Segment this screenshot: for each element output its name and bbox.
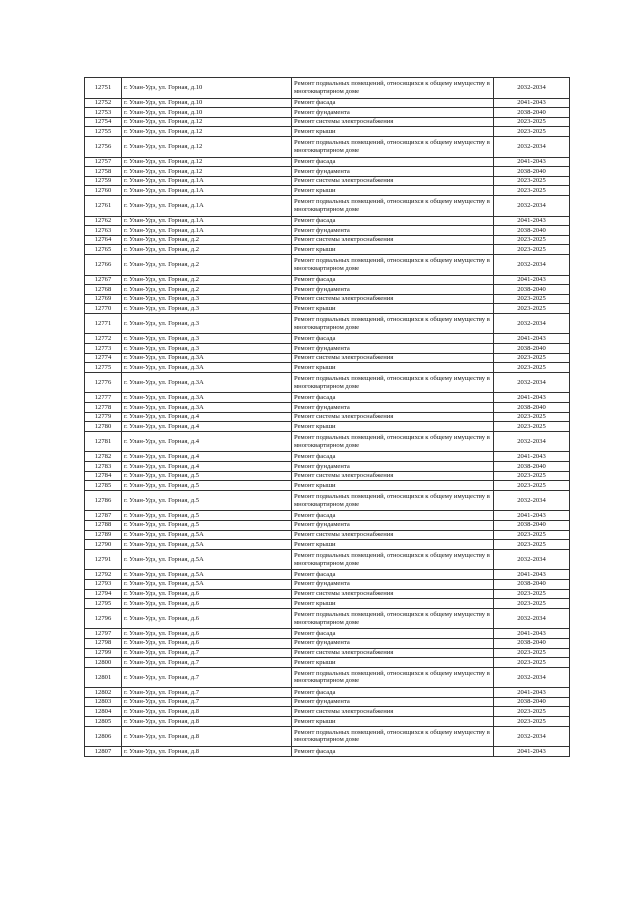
address-cell: г. Улан-Удэ, ул. Горная, д.6: [122, 599, 292, 609]
address-cell: г. Улан-Удэ, ул. Горная, д.1А: [122, 216, 292, 226]
work-type-cell: Ремонт крыши: [292, 245, 494, 255]
table-row: [85, 108, 570, 118]
row-number: 12751: [85, 78, 122, 99]
table-row: [85, 275, 570, 285]
work-type-cell: Ремонт подвальных помещений, относящихся к общему имуществу в многоквартирном доме: [292, 78, 494, 99]
work-type-cell: Ремонт фундамента: [292, 226, 494, 236]
work-type-cell: Ремонт подвальных помещений, относящихся к общему имуществу в многоквартирном доме: [292, 431, 494, 452]
address-cell: г. Улан-Удэ, ул. Горная, д.2: [122, 275, 292, 285]
table-row: [85, 530, 570, 540]
row-number: 12779: [85, 412, 122, 422]
period-cell: 2023-2025: [494, 481, 570, 491]
row-number: 12789: [85, 530, 122, 540]
row-number: 12773: [85, 344, 122, 354]
work-type-cell: Ремонт фундамента: [292, 167, 494, 177]
address-cell: г. Улан-Удэ, ул. Горная, д.7: [122, 667, 292, 688]
row-number: 12778: [85, 403, 122, 413]
period-cell: 2023-2025: [494, 412, 570, 422]
row-number: 12793: [85, 579, 122, 589]
table-row: [85, 688, 570, 698]
table-row: [85, 648, 570, 658]
row-number: 12774: [85, 353, 122, 363]
address-cell: г. Улан-Удэ, ул. Горная, д.10: [122, 108, 292, 118]
table-row: [85, 313, 570, 334]
period-cell: 2038-2040: [494, 226, 570, 236]
address-cell: г. Улан-Удэ, ул. Горная, д.12: [122, 117, 292, 127]
address-cell: г. Улан-Удэ, ул. Горная, д.5: [122, 520, 292, 530]
period-cell: 2023-2025: [494, 245, 570, 255]
period-cell: 2041-2043: [494, 570, 570, 580]
table-row: [85, 452, 570, 462]
table-row: [85, 195, 570, 216]
address-cell: г. Улан-Удэ, ул. Горная, д.2: [122, 245, 292, 255]
period-cell: 2023-2025: [494, 176, 570, 186]
row-number: 12783: [85, 462, 122, 472]
work-type-cell: Ремонт фасада: [292, 570, 494, 580]
work-type-cell: Ремонт крыши: [292, 304, 494, 314]
period-cell: 2023-2025: [494, 186, 570, 196]
work-type-cell: Ремонт фундамента: [292, 108, 494, 118]
period-cell: 2023-2025: [494, 235, 570, 245]
work-type-cell: Ремонт системы электроснабжения: [292, 530, 494, 540]
table-row: [85, 167, 570, 177]
address-cell: г. Улан-Удэ, ул. Горная, д.5А: [122, 570, 292, 580]
address-cell: г. Улан-Удэ, ул. Горная, д.7: [122, 648, 292, 658]
work-type-cell: Ремонт крыши: [292, 599, 494, 609]
table-row: [85, 422, 570, 432]
row-number: 12804: [85, 707, 122, 717]
period-cell: 2038-2040: [494, 344, 570, 354]
address-cell: г. Улан-Удэ, ул. Горная, д.2: [122, 285, 292, 295]
work-type-cell: Ремонт системы электроснабжения: [292, 117, 494, 127]
row-number: 12767: [85, 275, 122, 285]
table-row: [85, 747, 570, 757]
address-cell: г. Улан-Удэ, ул. Горная, д.5: [122, 511, 292, 521]
period-cell: 2023-2025: [494, 599, 570, 609]
address-cell: г. Улан-Удэ, ул. Горная, д.8: [122, 747, 292, 757]
work-type-cell: Ремонт системы электроснабжения: [292, 294, 494, 304]
row-number: 12792: [85, 570, 122, 580]
table-row: [85, 393, 570, 403]
table-row: [85, 431, 570, 452]
period-cell: 2023-2025: [494, 363, 570, 373]
row-number: 12762: [85, 216, 122, 226]
row-number: 12770: [85, 304, 122, 314]
work-type-cell: Ремонт фасада: [292, 629, 494, 639]
table-row: [85, 707, 570, 717]
row-number: 12753: [85, 108, 122, 118]
row-number: 12755: [85, 127, 122, 137]
period-cell: 2023-2025: [494, 589, 570, 599]
period-cell: 2041-2043: [494, 275, 570, 285]
address-cell: г. Улан-Удэ, ул. Горная, д.3: [122, 344, 292, 354]
table-row: [85, 726, 570, 747]
address-cell: г. Улан-Удэ, ул. Горная, д.10: [122, 78, 292, 99]
repair-schedule-table: [84, 77, 570, 757]
work-type-cell: Ремонт подвальных помещений, относящихся к общему имуществу в многоквартирном доме: [292, 726, 494, 747]
work-type-cell: Ремонт фундамента: [292, 462, 494, 472]
row-number: 12768: [85, 285, 122, 295]
work-type-cell: Ремонт фасада: [292, 216, 494, 226]
row-number: 12781: [85, 431, 122, 452]
period-cell: 2023-2025: [494, 294, 570, 304]
address-cell: г. Улан-Удэ, ул. Горная, д.5А: [122, 530, 292, 540]
address-cell: г. Улан-Удэ, ул. Горная, д.3А: [122, 363, 292, 373]
row-number: 12796: [85, 608, 122, 629]
row-number: 12794: [85, 589, 122, 599]
period-cell: 2023-2025: [494, 117, 570, 127]
row-number: 12752: [85, 98, 122, 108]
table-row: [85, 176, 570, 186]
period-cell: 2038-2040: [494, 167, 570, 177]
row-number: 12759: [85, 176, 122, 186]
address-cell: г. Улан-Удэ, ул. Горная, д.10: [122, 98, 292, 108]
row-number: 12765: [85, 245, 122, 255]
table-row: [85, 363, 570, 373]
work-type-cell: Ремонт фундамента: [292, 344, 494, 354]
table-row: [85, 353, 570, 363]
period-cell: 2038-2040: [494, 697, 570, 707]
period-cell: 2041-2043: [494, 747, 570, 757]
table-row: [85, 589, 570, 599]
table-row: [85, 717, 570, 727]
address-cell: г. Улан-Удэ, ул. Горная, д.12: [122, 167, 292, 177]
period-cell: 2023-2025: [494, 304, 570, 314]
address-cell: г. Улан-Удэ, ул. Горная, д.6: [122, 629, 292, 639]
period-cell: 2032-2034: [494, 726, 570, 747]
work-type-cell: Ремонт фундамента: [292, 638, 494, 648]
table-row: [85, 490, 570, 511]
work-type-cell: Ремонт фасада: [292, 157, 494, 167]
table-row: [85, 226, 570, 236]
work-type-cell: Ремонт фундамента: [292, 579, 494, 589]
table-row: [85, 186, 570, 196]
period-cell: 2041-2043: [494, 98, 570, 108]
work-type-cell: Ремонт системы электроснабжения: [292, 707, 494, 717]
work-type-cell: Ремонт подвальных помещений, относящихся к общему имуществу в многоквартирном доме: [292, 490, 494, 511]
table-row: [85, 481, 570, 491]
row-number: 12798: [85, 638, 122, 648]
work-type-cell: Ремонт крыши: [292, 422, 494, 432]
period-cell: 2032-2034: [494, 372, 570, 393]
period-cell: 2041-2043: [494, 216, 570, 226]
table-row: [85, 412, 570, 422]
row-number: 12788: [85, 520, 122, 530]
address-cell: г. Улан-Удэ, ул. Горная, д.3А: [122, 353, 292, 363]
work-type-cell: Ремонт крыши: [292, 540, 494, 550]
work-type-cell: Ремонт фундамента: [292, 403, 494, 413]
address-cell: г. Улан-Удэ, ул. Горная, д.3: [122, 334, 292, 344]
row-number: 12786: [85, 490, 122, 511]
period-cell: 2041-2043: [494, 334, 570, 344]
row-number: 12756: [85, 136, 122, 157]
period-cell: 2032-2034: [494, 313, 570, 334]
address-cell: г. Улан-Удэ, ул. Горная, д.3: [122, 313, 292, 334]
address-cell: г. Улан-Удэ, ул. Горная, д.6: [122, 589, 292, 599]
period-cell: 2023-2025: [494, 658, 570, 668]
work-type-cell: Ремонт крыши: [292, 658, 494, 668]
row-number: 12803: [85, 697, 122, 707]
work-type-cell: Ремонт крыши: [292, 481, 494, 491]
address-cell: г. Улан-Удэ, ул. Горная, д.3А: [122, 393, 292, 403]
address-cell: г. Улан-Удэ, ул. Горная, д.7: [122, 688, 292, 698]
row-number: 12791: [85, 549, 122, 570]
table-row: [85, 157, 570, 167]
work-type-cell: Ремонт фасада: [292, 393, 494, 403]
address-cell: г. Улан-Удэ, ул. Горная, д.4: [122, 431, 292, 452]
address-cell: г. Улан-Удэ, ул. Горная, д.12: [122, 127, 292, 137]
period-cell: 2041-2043: [494, 688, 570, 698]
row-number: 12800: [85, 658, 122, 668]
period-cell: 2038-2040: [494, 285, 570, 295]
row-number: 12777: [85, 393, 122, 403]
table-body: [85, 78, 570, 757]
address-cell: г. Улан-Удэ, ул. Горная, д.4: [122, 412, 292, 422]
table-row: [85, 372, 570, 393]
work-type-cell: Ремонт фасада: [292, 452, 494, 462]
table-row: [85, 285, 570, 295]
work-type-cell: Ремонт подвальных помещений, относящихся к общему имуществу в многоквартирном доме: [292, 372, 494, 393]
period-cell: 2032-2034: [494, 549, 570, 570]
address-cell: г. Улан-Удэ, ул. Горная, д.3: [122, 294, 292, 304]
address-cell: г. Улан-Удэ, ул. Горная, д.12: [122, 136, 292, 157]
table-row: [85, 549, 570, 570]
row-number: 12775: [85, 363, 122, 373]
row-number: 12764: [85, 235, 122, 245]
work-type-cell: Ремонт крыши: [292, 717, 494, 727]
row-number: 12776: [85, 372, 122, 393]
period-cell: 2038-2040: [494, 462, 570, 472]
work-type-cell: Ремонт системы электроснабжения: [292, 235, 494, 245]
table-row: [85, 294, 570, 304]
table-row: [85, 629, 570, 639]
row-number: 12771: [85, 313, 122, 334]
row-number: 12772: [85, 334, 122, 344]
table-row: [85, 254, 570, 275]
row-number: 12805: [85, 717, 122, 727]
table-row: [85, 403, 570, 413]
row-number: 12797: [85, 629, 122, 639]
table-row: [85, 462, 570, 472]
table-row: [85, 540, 570, 550]
table-row: [85, 216, 570, 226]
period-cell: 2041-2043: [494, 393, 570, 403]
period-cell: 2023-2025: [494, 707, 570, 717]
row-number: 12766: [85, 254, 122, 275]
row-number: 12802: [85, 688, 122, 698]
address-cell: г. Улан-Удэ, ул. Горная, д.1А: [122, 186, 292, 196]
work-type-cell: Ремонт крыши: [292, 127, 494, 137]
table-row: [85, 579, 570, 589]
row-number: 12790: [85, 540, 122, 550]
table-row: [85, 511, 570, 521]
period-cell: 2032-2034: [494, 667, 570, 688]
address-cell: г. Улан-Удэ, ул. Горная, д.6: [122, 638, 292, 648]
period-cell: 2041-2043: [494, 629, 570, 639]
address-cell: г. Улан-Удэ, ул. Горная, д.3: [122, 304, 292, 314]
period-cell: 2032-2034: [494, 431, 570, 452]
address-cell: г. Улан-Удэ, ул. Горная, д.2: [122, 235, 292, 245]
address-cell: г. Улан-Удэ, ул. Горная, д.6: [122, 608, 292, 629]
period-cell: 2023-2025: [494, 648, 570, 658]
period-cell: 2038-2040: [494, 638, 570, 648]
work-type-cell: Ремонт системы электроснабжения: [292, 176, 494, 186]
table-row: [85, 304, 570, 314]
period-cell: 2041-2043: [494, 157, 570, 167]
address-cell: г. Улан-Удэ, ул. Горная, д.4: [122, 452, 292, 462]
table-row: [85, 136, 570, 157]
row-number: 12799: [85, 648, 122, 658]
table-row: [85, 599, 570, 609]
row-number: 12785: [85, 481, 122, 491]
address-cell: г. Улан-Удэ, ул. Горная, д.5: [122, 481, 292, 491]
period-cell: 2038-2040: [494, 520, 570, 530]
table-row: [85, 78, 570, 99]
row-number: 12795: [85, 599, 122, 609]
row-number: 12807: [85, 747, 122, 757]
table-row: [85, 98, 570, 108]
work-type-cell: Ремонт фасада: [292, 688, 494, 698]
address-cell: г. Улан-Удэ, ул. Горная, д.8: [122, 707, 292, 717]
row-number: 12782: [85, 452, 122, 462]
work-type-cell: Ремонт фундамента: [292, 285, 494, 295]
table-row: [85, 697, 570, 707]
row-number: 12780: [85, 422, 122, 432]
period-cell: 2038-2040: [494, 403, 570, 413]
work-type-cell: Ремонт фасада: [292, 511, 494, 521]
period-cell: 2041-2043: [494, 452, 570, 462]
table-row: [85, 117, 570, 127]
address-cell: г. Улан-Удэ, ул. Горная, д.3А: [122, 372, 292, 393]
table-row: [85, 570, 570, 580]
address-cell: г. Улан-Удэ, ул. Горная, д.5: [122, 490, 292, 511]
row-number: 12763: [85, 226, 122, 236]
period-cell: 2032-2034: [494, 136, 570, 157]
work-type-cell: Ремонт системы электроснабжения: [292, 412, 494, 422]
row-number: 12760: [85, 186, 122, 196]
address-cell: г. Улан-Удэ, ул. Горная, д.4: [122, 462, 292, 472]
table-row: [85, 235, 570, 245]
work-type-cell: Ремонт подвальных помещений, относящихся к общему имуществу в многоквартирном доме: [292, 254, 494, 275]
work-type-cell: Ремонт системы электроснабжения: [292, 648, 494, 658]
period-cell: 2023-2025: [494, 471, 570, 481]
address-cell: г. Улан-Удэ, ул. Горная, д.7: [122, 658, 292, 668]
work-type-cell: Ремонт подвальных помещений, относящихся к общему имуществу в многоквартирном доме: [292, 313, 494, 334]
work-type-cell: Ремонт фундамента: [292, 697, 494, 707]
period-cell: 2023-2025: [494, 127, 570, 137]
table-row: [85, 334, 570, 344]
period-cell: 2023-2025: [494, 422, 570, 432]
address-cell: г. Улан-Удэ, ул. Горная, д.8: [122, 717, 292, 727]
period-cell: 2032-2034: [494, 78, 570, 99]
row-number: 12769: [85, 294, 122, 304]
table-row: [85, 520, 570, 530]
work-type-cell: Ремонт фасада: [292, 275, 494, 285]
table-row: [85, 638, 570, 648]
table-row: [85, 245, 570, 255]
period-cell: 2032-2034: [494, 608, 570, 629]
work-type-cell: Ремонт крыши: [292, 186, 494, 196]
work-type-cell: Ремонт системы электроснабжения: [292, 471, 494, 481]
period-cell: 2041-2043: [494, 511, 570, 521]
work-type-cell: Ремонт подвальных помещений, относящихся к общему имуществу в многоквартирном доме: [292, 136, 494, 157]
work-type-cell: Ремонт подвальных помещений, относящихся к общему имуществу в многоквартирном доме: [292, 549, 494, 570]
period-cell: 2023-2025: [494, 717, 570, 727]
address-cell: г. Улан-Удэ, ул. Горная, д.1А: [122, 176, 292, 186]
address-cell: г. Улан-Удэ, ул. Горная, д.5А: [122, 540, 292, 550]
table-row: [85, 344, 570, 354]
table-row: [85, 471, 570, 481]
row-number: 12784: [85, 471, 122, 481]
row-number: 12757: [85, 157, 122, 167]
period-cell: 2023-2025: [494, 530, 570, 540]
period-cell: 2032-2034: [494, 254, 570, 275]
row-number: 12754: [85, 117, 122, 127]
address-cell: г. Улан-Удэ, ул. Горная, д.3А: [122, 403, 292, 413]
address-cell: г. Улан-Удэ, ул. Горная, д.1А: [122, 226, 292, 236]
period-cell: 2023-2025: [494, 353, 570, 363]
table-row: [85, 608, 570, 629]
work-type-cell: Ремонт системы электроснабжения: [292, 589, 494, 599]
address-cell: г. Улан-Удэ, ул. Горная, д.2: [122, 254, 292, 275]
work-type-cell: Ремонт подвальных помещений, относящихся к общему имуществу в многоквартирном доме: [292, 608, 494, 629]
table-row: [85, 667, 570, 688]
work-type-cell: Ремонт фасада: [292, 98, 494, 108]
address-cell: г. Улан-Удэ, ул. Горная, д.1А: [122, 195, 292, 216]
work-type-cell: Ремонт системы электроснабжения: [292, 353, 494, 363]
period-cell: 2038-2040: [494, 579, 570, 589]
row-number: 12801: [85, 667, 122, 688]
work-type-cell: Ремонт фасада: [292, 747, 494, 757]
address-cell: г. Улан-Удэ, ул. Горная, д.5А: [122, 549, 292, 570]
period-cell: 2032-2034: [494, 490, 570, 511]
address-cell: г. Улан-Удэ, ул. Горная, д.8: [122, 726, 292, 747]
row-number: 12806: [85, 726, 122, 747]
address-cell: г. Улан-Удэ, ул. Горная, д.4: [122, 422, 292, 432]
table-row: [85, 658, 570, 668]
address-cell: г. Улан-Удэ, ул. Горная, д.5А: [122, 579, 292, 589]
work-type-cell: Ремонт фасада: [292, 334, 494, 344]
address-cell: г. Улан-Удэ, ул. Горная, д.12: [122, 157, 292, 167]
period-cell: 2023-2025: [494, 540, 570, 550]
row-number: 12761: [85, 195, 122, 216]
row-number: 12758: [85, 167, 122, 177]
row-number: 12787: [85, 511, 122, 521]
work-type-cell: Ремонт крыши: [292, 363, 494, 373]
period-cell: 2032-2034: [494, 195, 570, 216]
work-type-cell: Ремонт подвальных помещений, относящихся к общему имуществу в многоквартирном доме: [292, 667, 494, 688]
table-row: [85, 127, 570, 137]
address-cell: г. Улан-Удэ, ул. Горная, д.5: [122, 471, 292, 481]
address-cell: г. Улан-Удэ, ул. Горная, д.7: [122, 697, 292, 707]
work-type-cell: Ремонт фундамента: [292, 520, 494, 530]
work-type-cell: Ремонт подвальных помещений, относящихся к общему имуществу в многоквартирном доме: [292, 195, 494, 216]
period-cell: 2038-2040: [494, 108, 570, 118]
